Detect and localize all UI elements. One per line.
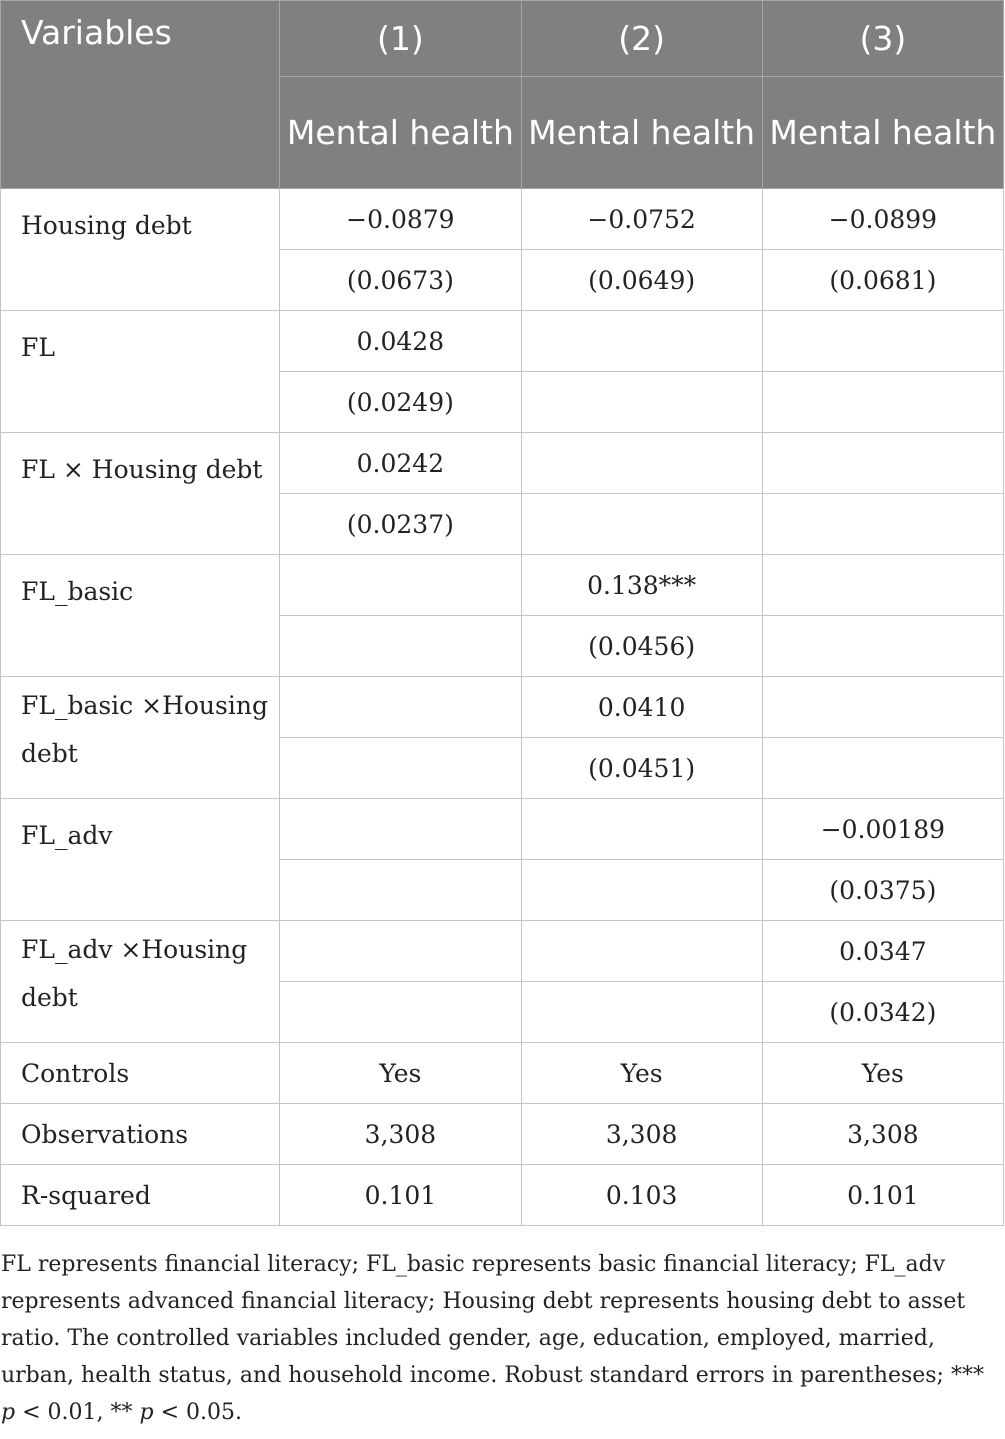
se-cell (762, 494, 1003, 555)
dependent-variable-3: Mental health (762, 77, 1003, 189)
coef-cell (280, 921, 521, 982)
se-cell: (0.0681) (762, 250, 1003, 311)
row-label: FL × Housing debt (1, 433, 280, 555)
coef-cell (280, 555, 521, 616)
se-cell (280, 860, 521, 921)
column-number-2: (2) (521, 1, 762, 77)
table-row-coef (1, 677, 1004, 738)
coef-cell (280, 799, 521, 860)
table-row-coef (1, 311, 1004, 372)
se-cell (521, 982, 762, 1043)
table-row-coef (1, 555, 1004, 616)
summary-cell: Yes (762, 1043, 1003, 1104)
footnote-text: < 0.05. (153, 1400, 242, 1425)
se-cell: (0.0673) (280, 250, 521, 311)
summary-cell: 3,308 (521, 1104, 762, 1165)
table-footnote (0, 1246, 991, 1431)
se-cell (280, 738, 521, 799)
coef-cell (762, 677, 1003, 738)
coef-cell: 0.0347 (762, 921, 1003, 982)
coef-cell: −0.0899 (762, 189, 1003, 250)
column-number-3: (3) (762, 1, 1003, 77)
coef-cell: −0.0752 (521, 189, 762, 250)
coef-cell: 0.0410 (521, 677, 762, 738)
table-body (1, 189, 1004, 1226)
summary-cell: 0.103 (521, 1165, 762, 1226)
row-label: Controls (1, 1043, 280, 1104)
coef-cell: −0.00189 (762, 799, 1003, 860)
coef-cell (521, 433, 762, 494)
table-row-summary (1, 1104, 1004, 1165)
se-cell (280, 982, 521, 1043)
summary-cell: 0.101 (762, 1165, 1003, 1226)
se-cell (521, 372, 762, 433)
row-label: FL (1, 311, 280, 433)
se-cell: (0.0375) (762, 860, 1003, 921)
se-cell: (0.0451) (521, 738, 762, 799)
coef-cell: 0.138*** (521, 555, 762, 616)
coef-cell (762, 555, 1003, 616)
se-cell (762, 738, 1003, 799)
se-cell: (0.0342) (762, 982, 1003, 1043)
column-number-1: (1) (280, 1, 521, 77)
header-row-numbers (1, 1, 1004, 77)
row-label: Observations (1, 1104, 280, 1165)
table-row-coef (1, 189, 1004, 250)
row-label: FL_adv ×Housing debt (1, 921, 280, 1043)
table-row-summary (1, 1043, 1004, 1104)
row-label: FL_basic (1, 555, 280, 677)
table-header (1, 1, 1004, 189)
table-row-summary (1, 1165, 1004, 1226)
summary-cell: 0.101 (280, 1165, 521, 1226)
coef-cell (762, 311, 1003, 372)
coef-cell (521, 921, 762, 982)
coef-cell (280, 677, 521, 738)
summary-cell: Yes (521, 1043, 762, 1104)
coef-cell (521, 311, 762, 372)
row-label: FL_basic ×Housing debt (1, 677, 280, 799)
se-cell: (0.0249) (280, 372, 521, 433)
p-symbol: p (139, 1400, 154, 1425)
se-cell: (0.0456) (521, 616, 762, 677)
p-symbol: p (1, 1400, 16, 1425)
dependent-variable-2: Mental health (521, 77, 762, 189)
se-cell: (0.0649) (521, 250, 762, 311)
coef-cell: 0.0242 (280, 433, 521, 494)
table-row-coef (1, 433, 1004, 494)
table-row-coef (1, 799, 1004, 860)
coef-cell: −0.0879 (280, 189, 521, 250)
row-label: FL_adv (1, 799, 280, 921)
coef-cell (762, 433, 1003, 494)
footnote-text: < 0.01, ** (15, 1400, 140, 1425)
footnote-text: FL represents financial literacy; FL_basic represents basic financial literacy; FL_adv represents advanced financial literacy; Housing debt represents housing debt to asset ratio. The controlled variables included gender, age, education, employed, married, urban, health status, and household income. Robust standard errors in parentheses; *** (1, 1252, 984, 1388)
summary-cell: 3,308 (762, 1104, 1003, 1165)
coef-cell: 0.0428 (280, 311, 521, 372)
coef-cell (521, 799, 762, 860)
summary-cell: Yes (280, 1043, 521, 1104)
summary-cell: 3,308 (280, 1104, 521, 1165)
se-cell (521, 860, 762, 921)
se-cell (762, 616, 1003, 677)
row-label: Housing debt (1, 189, 280, 311)
se-cell (762, 372, 1003, 433)
table-row-coef (1, 921, 1004, 982)
se-cell (280, 616, 521, 677)
dependent-variable-1: Mental health (280, 77, 521, 189)
variables-header: Variables (1, 1, 280, 189)
se-cell: (0.0237) (280, 494, 521, 555)
row-label: R-squared (1, 1165, 280, 1226)
se-cell (521, 494, 762, 555)
